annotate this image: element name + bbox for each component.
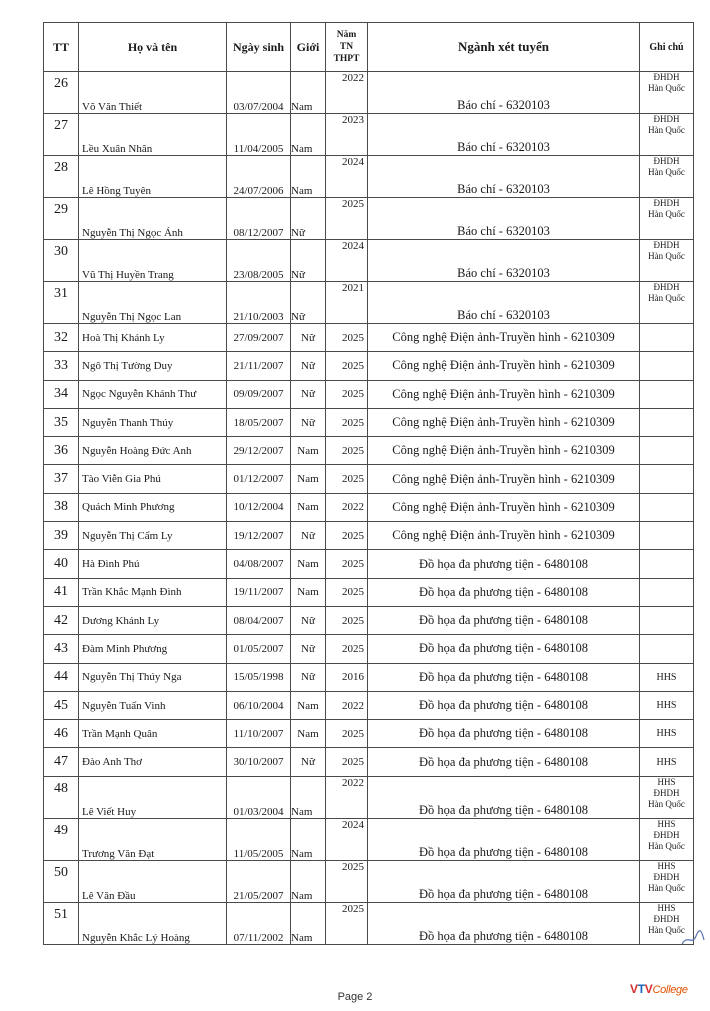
major-cell: Công nghệ Điện ảnh-Truyền hình - 6210309 — [368, 352, 640, 380]
row-number-cell: 26 — [44, 72, 79, 114]
table-row — [44, 550, 694, 578]
date-of-birth-cell: 08/12/2007 — [227, 198, 291, 240]
note-line: ĐHDH — [653, 72, 680, 82]
major-cell: Báo chí - 6320103 — [368, 240, 640, 282]
date-of-birth-cell: 19/11/2007 — [227, 578, 291, 606]
graduation-year-cell: 2025 — [326, 860, 368, 902]
note-cell — [640, 691, 694, 719]
note-line: ĐHDH — [653, 913, 680, 924]
student-name-cell: Nguyễn Tuấn Vinh — [79, 691, 227, 719]
graduation-year-cell: 2025 — [326, 352, 368, 380]
note-cell — [640, 437, 694, 465]
note-line: ĐHDH — [653, 787, 680, 798]
note-cell — [640, 156, 694, 198]
major-cell: Đồ họa đa phương tiện - 6480108 — [368, 860, 640, 902]
note-line: Hàn Quốc — [648, 293, 685, 303]
gender-cell: Nữ — [291, 240, 326, 282]
note-line: HHS — [657, 860, 676, 871]
student-name-cell: Lê Văn Đầu — [79, 860, 227, 902]
gender-cell: Nữ — [291, 198, 326, 240]
note-line: Hàn Quốc — [648, 840, 685, 851]
note-cell — [640, 663, 694, 691]
major-cell: Đồ họa đa phương tiện - 6480108 — [368, 902, 640, 944]
table-row — [44, 437, 694, 465]
major-cell: Báo chí - 6320103 — [368, 72, 640, 114]
gender-cell: Nữ — [291, 380, 326, 408]
table-row — [44, 72, 694, 114]
row-number-cell: 36 — [44, 437, 79, 465]
note-cell — [640, 352, 694, 380]
row-number-cell: 47 — [44, 748, 79, 776]
student-name-cell: Đàm Minh Phương — [79, 635, 227, 663]
table-row — [44, 578, 694, 606]
date-of-birth-cell: 01/12/2007 — [227, 465, 291, 493]
gender-cell: Nam — [291, 114, 326, 156]
date-of-birth-cell: 19/12/2007 — [227, 522, 291, 550]
note-cell — [640, 493, 694, 521]
date-of-birth-cell: 10/12/2004 — [227, 493, 291, 521]
graduation-year-cell: 2022 — [326, 776, 368, 818]
note-line: ĐHDH — [653, 240, 680, 250]
graduation-year-cell: 2023 — [326, 114, 368, 156]
row-number-cell: 34 — [44, 380, 79, 408]
note-line: HHS — [657, 776, 676, 787]
gender-cell: Nam — [291, 720, 326, 748]
row-number-cell: 27 — [44, 114, 79, 156]
note-line: Hàn Quốc — [648, 125, 685, 135]
note-cell — [640, 720, 694, 748]
student-name-cell: Ngọc Nguyễn Khánh Thư — [79, 380, 227, 408]
table-row — [44, 748, 694, 776]
gender-cell: Nữ — [291, 324, 326, 352]
note-line: Hàn Quốc — [648, 798, 685, 809]
gender-cell: Nữ — [291, 522, 326, 550]
major-cell: Công nghệ Điện ảnh-Truyền hình - 6210309 — [368, 324, 640, 352]
table-row — [44, 606, 694, 634]
note-cell — [640, 860, 694, 902]
row-number-cell: 41 — [44, 578, 79, 606]
major-cell: Đồ họa đa phương tiện - 6480108 — [368, 550, 640, 578]
student-list-table — [43, 22, 694, 945]
table-row — [44, 352, 694, 380]
note-cell — [640, 324, 694, 352]
table-row — [44, 114, 694, 156]
note-cell — [640, 380, 694, 408]
note-line: ĐHDH — [653, 282, 680, 292]
major-cell: Đồ họa đa phương tiện - 6480108 — [368, 748, 640, 776]
date-of-birth-cell: 21/10/2003 — [227, 282, 291, 324]
gender-cell: Nam — [291, 437, 326, 465]
student-name-cell: Ngô Thị Tường Duy — [79, 352, 227, 380]
date-of-birth-cell: 21/05/2007 — [227, 860, 291, 902]
student-name-cell: Hoà Thị Khánh Ly — [79, 324, 227, 352]
header-dob: Ngày sinh — [227, 23, 291, 72]
table-row — [44, 902, 694, 944]
date-of-birth-cell: 21/11/2007 — [227, 352, 291, 380]
note-line: Hàn Quốc — [648, 167, 685, 177]
graduation-year-cell: 2024 — [326, 240, 368, 282]
student-name-cell: Lê Viết Huy — [79, 776, 227, 818]
note-line: HHS — [657, 818, 676, 829]
page-number: Page 2 — [337, 991, 373, 1003]
note-cell — [640, 198, 694, 240]
table-body — [44, 72, 694, 945]
note-line: Hàn Quốc — [648, 209, 685, 219]
gender-cell: Nữ — [291, 606, 326, 634]
gender-cell: Nam — [291, 465, 326, 493]
graduation-year-cell: 2025 — [326, 902, 368, 944]
header-gender: Giới — [291, 23, 326, 72]
note-line: ĐHDH — [653, 871, 680, 882]
date-of-birth-cell: 29/12/2007 — [227, 437, 291, 465]
row-number-cell: 44 — [44, 663, 79, 691]
major-cell: Công nghệ Điện ảnh-Truyền hình - 6210309 — [368, 493, 640, 521]
table-row — [44, 408, 694, 436]
date-of-birth-cell: 04/08/2007 — [227, 550, 291, 578]
graduation-year-cell: 2025 — [326, 408, 368, 436]
graduation-year-cell: 2025 — [326, 380, 368, 408]
table-row — [44, 818, 694, 860]
date-of-birth-cell: 27/09/2007 — [227, 324, 291, 352]
row-number-cell: 45 — [44, 691, 79, 719]
note-cell — [640, 408, 694, 436]
table-row — [44, 860, 694, 902]
graduation-year-cell: 2021 — [326, 282, 368, 324]
gender-cell: Nữ — [291, 748, 326, 776]
major-cell: Công nghệ Điện ảnh-Truyền hình - 6210309 — [368, 408, 640, 436]
major-cell: Báo chí - 6320103 — [368, 282, 640, 324]
row-number-cell: 51 — [44, 902, 79, 944]
student-name-cell: Nguyễn Hoàng Đức Anh — [79, 437, 227, 465]
row-number-cell: 38 — [44, 493, 79, 521]
date-of-birth-cell: 24/07/2006 — [227, 156, 291, 198]
row-number-cell: 48 — [44, 776, 79, 818]
gender-cell: Nam — [291, 156, 326, 198]
note-line: ĐHDH — [653, 829, 680, 840]
table-row — [44, 465, 694, 493]
header-year-line3: THPT — [333, 54, 360, 64]
row-number-cell: 42 — [44, 606, 79, 634]
header-major: Ngành xét tuyển — [368, 23, 640, 72]
date-of-birth-cell: 06/10/2004 — [227, 691, 291, 719]
table-row — [44, 282, 694, 324]
note-line: HHS — [657, 902, 676, 913]
student-name-cell: Hà Đình Phú — [79, 550, 227, 578]
major-cell: Đồ họa đa phương tiện - 6480108 — [368, 635, 640, 663]
note-line: HHS — [656, 728, 677, 740]
date-of-birth-cell: 11/04/2005 — [227, 114, 291, 156]
row-number-cell: 29 — [44, 198, 79, 240]
vtv-college-logo: VTVCollege — [630, 982, 688, 996]
note-line: Hàn Quốc — [648, 251, 685, 261]
graduation-year-cell: 2025 — [326, 198, 368, 240]
student-name-cell: Quách Minh Phương — [79, 493, 227, 521]
note-line: Hàn Quốc — [648, 882, 685, 893]
gender-cell: Nam — [291, 902, 326, 944]
row-number-cell: 31 — [44, 282, 79, 324]
note-cell — [640, 522, 694, 550]
date-of-birth-cell: 23/08/2005 — [227, 240, 291, 282]
gender-cell: Nữ — [291, 635, 326, 663]
major-cell: Đồ họa đa phương tiện - 6480108 — [368, 578, 640, 606]
row-number-cell: 32 — [44, 324, 79, 352]
note-line: ĐHDH — [653, 156, 680, 166]
gender-cell: Nam — [291, 550, 326, 578]
note-line: HHS — [656, 700, 677, 711]
student-name-cell: Đào Anh Thơ — [79, 748, 227, 776]
note-line: Hàn Quốc — [648, 83, 685, 93]
note-line: HHS — [656, 756, 677, 768]
student-name-cell: Lều Xuân Nhân — [79, 114, 227, 156]
gender-cell: Nữ — [291, 408, 326, 436]
note-cell — [640, 776, 694, 818]
row-number-cell: 39 — [44, 522, 79, 550]
table-row — [44, 240, 694, 282]
table-row — [44, 720, 694, 748]
student-name-cell: Trương Văn Đạt — [79, 818, 227, 860]
table-row — [44, 324, 694, 352]
header-name: Họ và tên — [79, 23, 227, 72]
gender-cell: Nữ — [291, 352, 326, 380]
major-cell: Báo chí - 6320103 — [368, 114, 640, 156]
graduation-year-cell: 2016 — [326, 663, 368, 691]
date-of-birth-cell: 09/09/2007 — [227, 380, 291, 408]
major-cell: Báo chí - 6320103 — [368, 156, 640, 198]
gender-cell: Nam — [291, 860, 326, 902]
date-of-birth-cell: 08/04/2007 — [227, 606, 291, 634]
table-row — [44, 156, 694, 198]
note-line: HHS — [656, 671, 677, 683]
major-cell: Đồ họa đa phương tiện - 6480108 — [368, 606, 640, 634]
major-cell: Công nghệ Điện ảnh-Truyền hình - 6210309 — [368, 437, 640, 465]
major-cell: Đồ họa đa phương tiện - 6480108 — [368, 691, 640, 719]
date-of-birth-cell: 18/05/2007 — [227, 408, 291, 436]
row-number-cell: 28 — [44, 156, 79, 198]
table-row — [44, 522, 694, 550]
signature-mark — [680, 930, 706, 948]
note-cell — [640, 748, 694, 776]
graduation-year-cell: 2022 — [326, 493, 368, 521]
major-cell: Đồ họa đa phương tiện - 6480108 — [368, 776, 640, 818]
note-cell — [640, 240, 694, 282]
row-number-cell: 37 — [44, 465, 79, 493]
student-name-cell: Nguyễn Thị Ngọc Lan — [79, 282, 227, 324]
gender-cell: Nam — [291, 776, 326, 818]
student-name-cell: Trần Khắc Mạnh Đình — [79, 578, 227, 606]
graduation-year-cell: 2025 — [326, 748, 368, 776]
note-cell — [640, 282, 694, 324]
date-of-birth-cell: 01/03/2004 — [227, 776, 291, 818]
note-line: ĐHDH — [653, 198, 680, 208]
table-row — [44, 663, 694, 691]
date-of-birth-cell: 03/07/2004 — [227, 72, 291, 114]
gender-cell: Nam — [291, 493, 326, 521]
student-name-cell: Nguyễn Khắc Lý Hoàng — [79, 902, 227, 944]
note-cell — [640, 550, 694, 578]
graduation-year-cell: 2025 — [326, 522, 368, 550]
note-cell — [640, 606, 694, 634]
note-cell — [640, 578, 694, 606]
graduation-year-cell: 2025 — [326, 635, 368, 663]
graduation-year-cell: 2025 — [326, 437, 368, 465]
date-of-birth-cell: 11/10/2007 — [227, 720, 291, 748]
student-name-cell: Nguyễn Thị Cẩm Ly — [79, 522, 227, 550]
graduation-year-cell: 2025 — [326, 324, 368, 352]
row-number-cell: 33 — [44, 352, 79, 380]
note-cell — [640, 818, 694, 860]
row-number-cell: 30 — [44, 240, 79, 282]
student-name-cell: Nguyễn Thị Thúy Nga — [79, 663, 227, 691]
student-name-cell: Nguyễn Thanh Thúy — [79, 408, 227, 436]
date-of-birth-cell: 11/05/2005 — [227, 818, 291, 860]
major-cell: Đồ họa đa phương tiện - 6480108 — [368, 818, 640, 860]
gender-cell: Nam — [291, 691, 326, 719]
table-row — [44, 493, 694, 521]
student-name-cell: Nguyễn Thị Ngọc Ánh — [79, 198, 227, 240]
graduation-year-cell: 2022 — [326, 72, 368, 114]
gender-cell: Nữ — [291, 663, 326, 691]
graduation-year-cell: 2025 — [326, 465, 368, 493]
date-of-birth-cell: 01/05/2007 — [227, 635, 291, 663]
major-cell: Đồ họa đa phương tiện - 6480108 — [368, 720, 640, 748]
student-name-cell: Vũ Thị Huyền Trang — [79, 240, 227, 282]
header-note: Ghi chú — [640, 23, 694, 72]
date-of-birth-cell: 30/10/2007 — [227, 748, 291, 776]
gender-cell: Nam — [291, 72, 326, 114]
student-name-cell: Dương Khánh Ly — [79, 606, 227, 634]
header-tt: TT — [44, 23, 79, 72]
date-of-birth-cell: 07/11/2002 — [227, 902, 291, 944]
table-row — [44, 691, 694, 719]
gender-cell: Nam — [291, 578, 326, 606]
student-name-cell: Tào Viễn Gia Phú — [79, 465, 227, 493]
gender-cell: Nữ — [291, 282, 326, 324]
student-name-cell: Võ Văn Thiết — [79, 72, 227, 114]
row-number-cell: 50 — [44, 860, 79, 902]
major-cell: Công nghệ Điện ảnh-Truyền hình - 6210309 — [368, 380, 640, 408]
header-year-line2: TN — [339, 42, 354, 52]
table-row — [44, 198, 694, 240]
date-of-birth-cell: 15/05/1998 — [227, 663, 291, 691]
student-name-cell: Lê Hồng Tuyên — [79, 156, 227, 198]
major-cell: Công nghệ Điện ảnh-Truyền hình - 6210309 — [368, 522, 640, 550]
note-line: Hàn Quốc — [648, 924, 685, 935]
header-year — [326, 23, 368, 72]
graduation-year-cell: 2022 — [326, 691, 368, 719]
row-number-cell: 40 — [44, 550, 79, 578]
graduation-year-cell: 2024 — [326, 818, 368, 860]
note-cell — [640, 635, 694, 663]
note-line: ĐHDH — [653, 114, 680, 124]
row-number-cell: 46 — [44, 720, 79, 748]
student-name-cell: Trần Mạnh Quân — [79, 720, 227, 748]
note-cell — [640, 465, 694, 493]
major-cell: Báo chí - 6320103 — [368, 198, 640, 240]
major-cell: Công nghệ Điện ảnh-Truyền hình - 6210309 — [368, 465, 640, 493]
major-cell: Đồ họa đa phương tiện - 6480108 — [368, 663, 640, 691]
graduation-year-cell: 2025 — [326, 550, 368, 578]
graduation-year-cell: 2025 — [326, 578, 368, 606]
note-cell — [640, 72, 694, 114]
graduation-year-cell: 2024 — [326, 156, 368, 198]
row-number-cell: 35 — [44, 408, 79, 436]
table-row — [44, 776, 694, 818]
row-number-cell: 43 — [44, 635, 79, 663]
graduation-year-cell: 2025 — [326, 720, 368, 748]
table-row — [44, 635, 694, 663]
table-row — [44, 380, 694, 408]
note-cell — [640, 114, 694, 156]
header-year-line1: Năm — [336, 30, 357, 40]
gender-cell: Nam — [291, 818, 326, 860]
graduation-year-cell: 2025 — [326, 606, 368, 634]
table-header-row — [44, 23, 694, 72]
row-number-cell: 49 — [44, 818, 79, 860]
